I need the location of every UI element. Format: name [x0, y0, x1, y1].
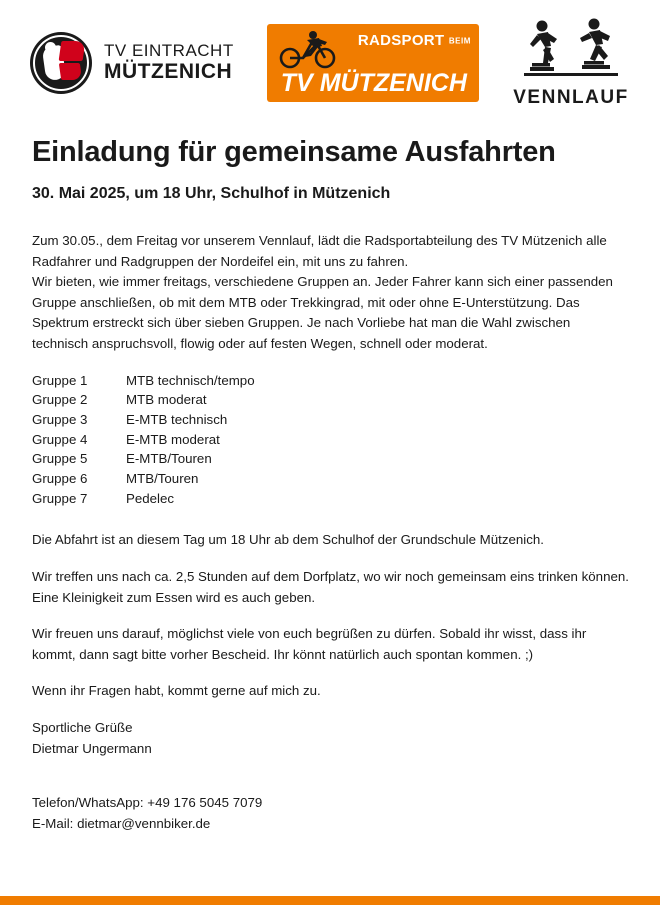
vennlauf-wordmark: VENNLAUF — [513, 87, 629, 108]
questions-paragraph: Wenn ihr Fragen habt, kommt gerne auf mich zu. — [32, 683, 321, 699]
list-item — [32, 371, 630, 391]
list-item — [32, 489, 630, 509]
page-title: Einladung für gemeinsame Ausfahrten — [32, 136, 556, 168]
contact-phone: Telefon/WhatsApp: +49 176 5045 7079 — [32, 795, 263, 811]
vennlauf-logo — [512, 17, 630, 109]
intro-paragraph-2: Wir bieten, wie immer freitags, verschiedene Gruppen an. Jeder Fahrer kann sich einer passenden Gruppe anschließen, ob mit dem MTB oder Trekkingrad, mit oder ohne E-Unterstützung. Das Spektrum erstreckt sich über sieben Gruppen. Je nach Vorliebe hat man die Wahl zwischen technisch anspruchsvoll, flowig oder auf festen Wegen, schnell oder moderat. — [32, 274, 613, 352]
group-name: Gruppe 2 — [32, 392, 88, 408]
group-name: Gruppe 5 — [32, 451, 88, 467]
group-name: Gruppe 6 — [32, 471, 88, 487]
signature-block — [32, 718, 630, 759]
footer-accent-bar — [0, 896, 660, 905]
group-description: Pedelec — [126, 490, 175, 506]
logo-header — [0, 0, 660, 108]
group-name: Gruppe 4 — [32, 431, 88, 447]
group-description: E-MTB/Touren — [126, 451, 212, 467]
group-list — [32, 371, 630, 509]
document-body — [0, 108, 660, 834]
group-name: Gruppe 1 — [32, 372, 88, 388]
contact-email: E-Mail: dietmar@vennbiker.de — [32, 815, 211, 831]
group-description: MTB/Touren — [126, 471, 199, 487]
tve-logo-line1: TV EINTRACHT — [104, 41, 234, 61]
group-name: Gruppe 7 — [32, 490, 88, 506]
tve-logo-line2: MÜTZENICH — [104, 59, 233, 83]
intro-paragraph-1: Zum 30.05., dem Freitag vor unserem Vennlauf, lädt die Radsportabteilung des TV Mützenich alle Radfahrer und Radgruppen der Nordeifel ein, mit uns zu fahren. — [32, 233, 607, 269]
cyclist-icon — [277, 30, 341, 70]
signature-greeting: Sportliche Grüße — [32, 720, 133, 736]
radsport-logo-beim: BEIM — [448, 36, 471, 46]
group-name: Gruppe 3 — [32, 412, 88, 427]
radsport-logo-top — [358, 32, 471, 49]
group-description: E-MTB technisch — [126, 412, 228, 427]
group-description: MTB technisch/tempo — [126, 372, 255, 388]
welcome-paragraph: Wir freuen uns darauf, möglichst viele von euch begrüßen zu dürfen. Sobald ihr wisst, dass ihr kommt, dann sagt bitte vorher Bescheid. Ihr könnt natürlich auch spontan kommen. ;) — [32, 626, 587, 662]
meetup-paragraph: Wir treffen uns nach ca. 2,5 Stunden auf dem Dorfplatz, wo wir noch gemeinsam eins trinken können. Eine Kleinigkeit zum Essen wird es auch geben. — [32, 568, 629, 605]
departure-paragraph: Die Abfahrt ist an diesem Tag um 18 Uhr ab dem Schulhof der Grundschule Mützenich. — [32, 532, 544, 548]
tve-logo-text — [104, 42, 234, 83]
page-subtitle: 30. Mai 2025, um 18 Uhr, Schulhof in Mützenich — [32, 185, 391, 202]
radsport-tv-muetzenich-logo — [267, 24, 479, 102]
gymnast-circle-icon — [30, 32, 92, 94]
list-item — [32, 449, 630, 469]
tv-eintracht-muetzenich-logo — [30, 32, 234, 94]
list-item — [32, 410, 630, 430]
signature-name: Dietmar Ungermann — [32, 740, 152, 756]
list-item — [32, 390, 630, 410]
list-item — [32, 469, 630, 489]
list-item — [32, 430, 630, 450]
contact-block — [32, 793, 630, 834]
group-description: MTB moderat — [126, 392, 207, 408]
radsport-logo-bottom: TV MÜTZENICH — [280, 69, 467, 97]
two-runners-icon — [518, 17, 624, 83]
radsport-logo-word: RADSPORT — [357, 32, 445, 49]
group-description: E-MTB moderat — [126, 431, 220, 447]
